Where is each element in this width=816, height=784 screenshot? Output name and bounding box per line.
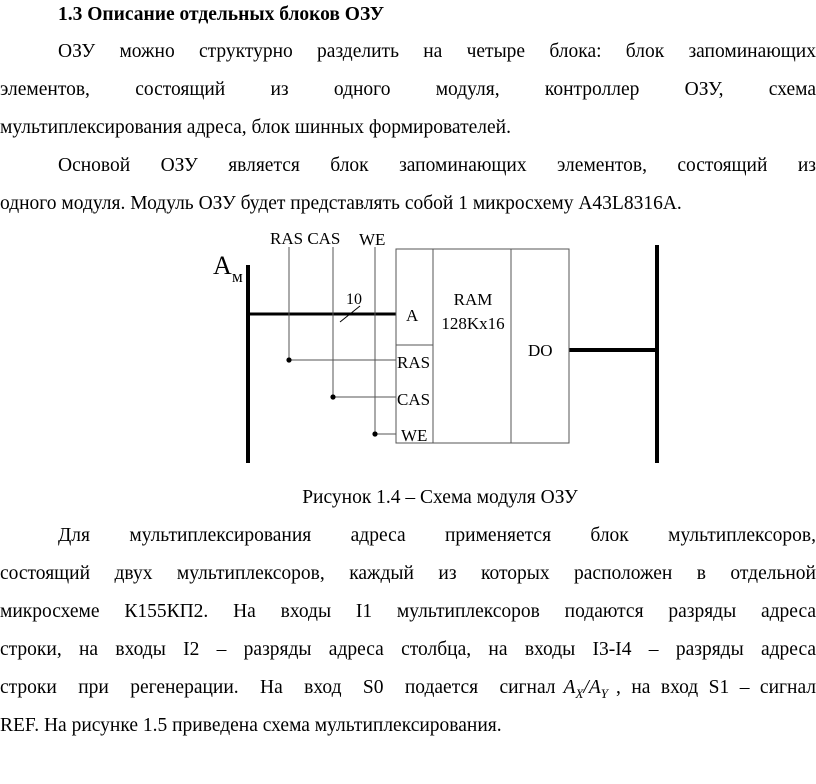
bus-width-label: 10	[346, 291, 362, 308]
paragraph3-line3: микросхеме К155КП2. На входы I1 мультиплексоров подаются разряды адреса	[0, 601, 816, 622]
signal-formula: $A_X/A_Y$	[563, 677, 608, 701]
pin-a-label: A	[406, 306, 419, 325]
cas-junction-dot	[330, 394, 335, 399]
paragraph1-line3: мультиплексирования адреса, блок шинных формирователей.	[0, 117, 511, 138]
bus-label-sub: м	[232, 267, 243, 286]
section-heading: 1.3 Описание отдельных блоков ОЗУ	[58, 4, 385, 25]
figure-caption: Рисунок 1.4 – Схема модуля ОЗУ	[302, 487, 578, 508]
paragraph2-line1: Основой ОЗУ является блок запоминающих элементов, состоящий из	[58, 155, 816, 176]
we-junction-dot	[372, 431, 377, 436]
paragraph1-line1: ОЗУ можно структурно разделить на четыре блока: блок запоминающих	[58, 41, 816, 62]
paragraph3-line5-after: , на вход S1 – сигнал	[616, 677, 816, 698]
paragraph3-line5-before: строки при регенерации. На вход S0 подается сигнал	[0, 677, 556, 698]
paragraph3-line4: строки, на входы I2 – разряды адреса столбца, на входы I3-I4 – разряды адреса	[0, 639, 816, 660]
output-label: DO	[528, 341, 553, 360]
ram-module-diagram	[0, 225, 816, 470]
paragraph1-line2: элементов, состоящий из одного модуля, контроллер ОЗУ, схема	[0, 79, 816, 100]
pin-we-label: WE	[401, 426, 428, 445]
ras-junction-dot	[286, 357, 291, 362]
paragraph3-line2: состоящий двух мультиплексоров, каждый из которых расположен в отдельной	[0, 563, 816, 584]
top-we-label: WE	[359, 230, 386, 249]
chip-name-label: RAM	[453, 290, 493, 309]
chip-size-label: 128Kx16	[441, 314, 505, 333]
paragraph3-line6: REF. На рисунке 1.5 приведена схема мультиплексирования.	[0, 715, 502, 736]
paragraph3-line1: Для мультиплексирования адреса применяется блок мультиплексоров,	[58, 525, 816, 546]
top-signals-label: RAS CAS	[270, 229, 341, 248]
pin-cas-label: CAS	[397, 390, 431, 409]
bus-label-main: A	[213, 251, 232, 280]
pin-ras-label: RAS	[397, 353, 431, 372]
paragraph2-line2: одного модуля. Модуль ОЗУ будет представлять собой 1 микросхему A43L8316A.	[0, 193, 682, 214]
paragraph3-line5	[0, 676, 816, 706]
